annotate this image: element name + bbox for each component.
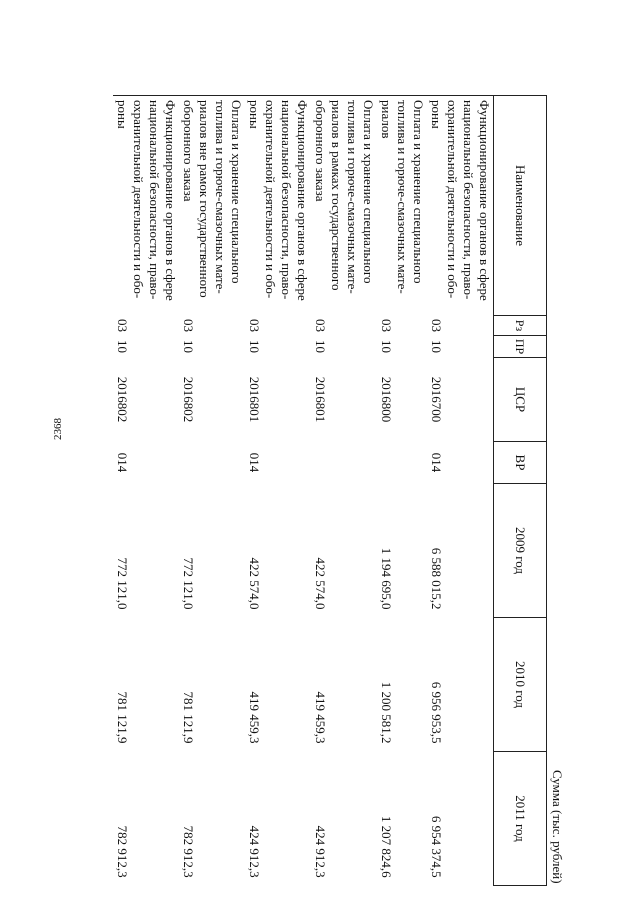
- row-name: Оплата и хранение специального топлива и горюче-смазочных мате-риалов: [377, 96, 427, 316]
- page-number: 2368: [52, 418, 64, 440]
- table-header: [494, 96, 566, 886]
- row-pr: 10: [247, 340, 262, 353]
- header-vr: ВР: [494, 442, 547, 484]
- row-csr: 2016802: [181, 376, 196, 423]
- row-rz: 03: [429, 319, 444, 332]
- row-vr: [311, 442, 377, 484]
- row-rz: 03: [379, 319, 394, 332]
- row-vr: 014: [115, 452, 130, 473]
- row-name: Функционирование органов в сфере национальной безопасности, право-охранительной деятельности и обо-роны: [427, 96, 494, 316]
- row-2009: 422 574,0: [247, 557, 262, 610]
- row-pr: 10: [313, 340, 328, 353]
- row-csr: 2016802: [115, 376, 130, 423]
- table-caption: Сумма (тыс. рублей): [550, 770, 565, 884]
- table-row: [113, 96, 179, 886]
- row-pr: 10: [115, 340, 130, 353]
- row-2010: 781 121,9: [181, 691, 196, 744]
- row-pr: 10: [181, 340, 196, 353]
- row-csr: 2016800: [379, 376, 394, 423]
- header-name: Наименование: [494, 96, 547, 316]
- table-row: [427, 96, 494, 886]
- row-2009: 772 121,0: [115, 557, 130, 610]
- row-rz: 03: [313, 319, 328, 332]
- row-2009: 1 194 695,0: [379, 547, 394, 610]
- row-csr: 2016801: [247, 376, 262, 423]
- row-2010: 781 121,9: [115, 691, 130, 744]
- row-vr: [179, 442, 245, 484]
- row-vr: 014: [429, 452, 444, 473]
- row-2010: 6 956 953,5: [429, 681, 444, 744]
- table-row: [179, 96, 245, 886]
- row-vr: 014: [247, 452, 262, 473]
- table-row: [245, 96, 311, 886]
- row-pr: 10: [429, 340, 444, 353]
- row-2011: 782 912,3: [115, 825, 130, 878]
- row-2009: 772 121,0: [181, 557, 196, 610]
- header-2009: 2009 год: [494, 484, 547, 618]
- header-pr: ПР: [494, 336, 547, 358]
- row-2011: 6 954 374,5: [429, 815, 444, 878]
- table-row: [311, 96, 377, 886]
- row-pr: 10: [379, 340, 394, 353]
- budget-table-container: [95, 95, 565, 885]
- header-row: [494, 96, 547, 886]
- row-csr: 2016801: [313, 376, 328, 423]
- table-body: [113, 96, 494, 886]
- row-2011: 424 912,3: [313, 825, 328, 878]
- row-2010: 1 200 581,2: [379, 681, 394, 744]
- row-name: Функционирование органов в сфере национальной безопасности, право-охранительной деятельности и обо-роны: [245, 96, 311, 316]
- header-rz: Рз: [494, 316, 547, 336]
- row-rz: 03: [247, 319, 262, 332]
- row-2011: 1 207 824,6: [379, 815, 394, 878]
- row-2010: 419 459,3: [313, 691, 328, 744]
- row-2009: 6 588 015,2: [429, 547, 444, 610]
- row-name: Оплата и хранение специального топлива и горюче-смазочных мате-риалов вне рамок государственного оборонного заказа: [179, 96, 245, 316]
- header-csr: ЦСР: [494, 358, 547, 442]
- row-2010: 419 459,3: [247, 691, 262, 744]
- caption-row: [547, 96, 566, 886]
- row-name: Оплата и хранение специального топлива и горюче-смазочных мате-риалов в рамках государственного оборонного заказа: [311, 96, 377, 316]
- row-csr: 2016700: [429, 376, 444, 423]
- row-name: Функционирование органов в сфере национальной безопасности, право-охранительной деятельности и обо-роны: [113, 96, 179, 316]
- row-vr: [377, 442, 427, 484]
- table-row: [377, 96, 427, 886]
- row-2011: 782 912,3: [181, 825, 196, 878]
- header-2011: 2011 год: [494, 752, 547, 886]
- header-2010: 2010 год: [494, 618, 547, 752]
- row-rz: 03: [115, 319, 130, 332]
- row-rz: 03: [181, 319, 196, 332]
- row-2011: 424 912,3: [247, 825, 262, 878]
- budget-table: [113, 95, 565, 886]
- row-2009: 422 574,0: [313, 557, 328, 610]
